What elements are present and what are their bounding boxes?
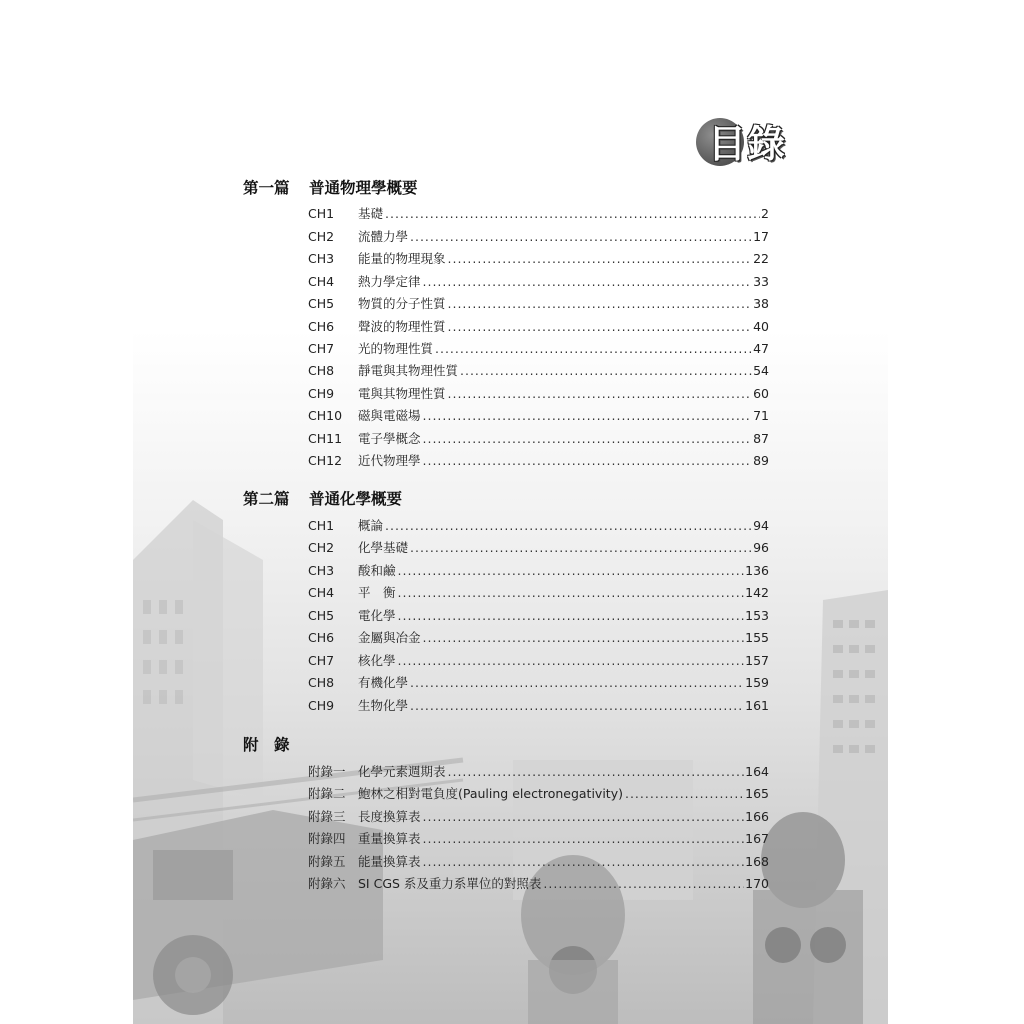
- appendix-number: 附錄五: [308, 854, 346, 869]
- chapter-title: 平 衡: [358, 585, 396, 600]
- page-number: 40: [753, 319, 769, 334]
- page-number: 2: [761, 206, 769, 221]
- chapter-title: 電化學: [358, 608, 396, 623]
- page-number: 170: [745, 876, 769, 891]
- chapter-number: CH3: [308, 251, 335, 266]
- page-number: 54: [753, 363, 769, 378]
- chapter-title: 概論: [358, 518, 384, 533]
- section-heading: [243, 487, 402, 509]
- page-number: 168: [745, 854, 769, 869]
- dot-leader: [423, 275, 753, 289]
- chapter-number: CH3: [308, 563, 335, 578]
- toc-entry[interactable]: [308, 204, 769, 224]
- toc-entry[interactable]: [308, 272, 769, 292]
- dot-leader: [460, 364, 752, 378]
- dot-leader: [398, 609, 745, 623]
- toc-entry[interactable]: [308, 829, 769, 849]
- chapter-number: CH11: [308, 431, 343, 446]
- dot-leader: [448, 320, 753, 334]
- chapter-number: CH1: [308, 206, 335, 221]
- chapter-number: CH12: [308, 453, 343, 468]
- section-title: 普通化學概要: [309, 490, 403, 508]
- toc-entry[interactable]: [308, 852, 769, 872]
- dot-leader: [423, 810, 745, 824]
- chapter-number: CH2: [308, 229, 335, 244]
- page-number: 71: [753, 408, 769, 423]
- chapter-number: CH8: [308, 675, 335, 690]
- toc-entry[interactable]: [308, 583, 769, 603]
- dot-leader: [423, 454, 753, 468]
- page-number: 22: [753, 251, 769, 266]
- dot-leader: [410, 230, 752, 244]
- page-number: 136: [745, 563, 769, 578]
- chapter-number: CH7: [308, 653, 335, 668]
- dot-leader: [385, 519, 752, 533]
- section-number: 附 錄: [243, 736, 290, 754]
- chapter-title: 基礎: [358, 206, 384, 221]
- page-number: 33: [753, 274, 769, 289]
- appendix-title: SI CGS 系及重力系單位的對照表: [358, 876, 542, 891]
- dot-leader: [423, 631, 745, 645]
- chapter-title: 化學基礎: [358, 540, 409, 555]
- appendix-number: 附錄二: [308, 786, 346, 801]
- page-number: 167: [745, 831, 769, 846]
- page-number: 60: [753, 386, 769, 401]
- page-number: 17: [753, 229, 769, 244]
- toc-entry[interactable]: [308, 227, 769, 247]
- chapter-number: CH6: [308, 319, 335, 334]
- chapter-title: 近代物理學: [358, 453, 421, 468]
- appendix-number: 附錄一: [308, 764, 346, 779]
- section-heading: [243, 733, 309, 755]
- chapter-number: CH6: [308, 630, 335, 645]
- page-number: 159: [745, 675, 769, 690]
- dot-leader: [385, 207, 760, 221]
- toc-entry[interactable]: [308, 361, 769, 381]
- chapter-title: 電與其物理性質: [358, 386, 446, 401]
- dot-leader: [423, 432, 753, 446]
- chapter-number: CH4: [308, 585, 335, 600]
- toc-entry[interactable]: [308, 874, 769, 894]
- chapter-number: CH8: [308, 363, 335, 378]
- appendix-title: 能量換算表: [358, 854, 421, 869]
- chapter-title: 有機化學: [358, 675, 409, 690]
- chapter-number: CH10: [308, 408, 343, 423]
- appendix-number: 附錄三: [308, 809, 346, 824]
- chapter-number: CH9: [308, 698, 335, 713]
- dot-leader: [410, 676, 744, 690]
- appendix-number: 附錄四: [308, 831, 346, 846]
- chapter-title: 生物化學: [358, 698, 409, 713]
- dot-leader: [423, 832, 745, 846]
- toc-entry[interactable]: [308, 606, 769, 626]
- dot-leader: [435, 342, 752, 356]
- toc-entry[interactable]: [308, 317, 769, 337]
- chapter-title: 流體力學: [358, 229, 409, 244]
- toc-entry[interactable]: [308, 784, 769, 804]
- chapter-title: 能量的物理現象: [358, 251, 446, 266]
- page-number: 157: [745, 653, 769, 668]
- appendix-title: 化學元素週期表: [358, 764, 446, 779]
- chapter-title: 磁與電磁場: [358, 408, 421, 423]
- dot-leader: [398, 564, 745, 578]
- toc-entry[interactable]: [308, 696, 769, 716]
- page-number: 161: [745, 698, 769, 713]
- section-title: 普通物理學概要: [309, 179, 418, 197]
- chapter-title: 光的物理性質: [358, 341, 434, 356]
- page-number: 166: [745, 809, 769, 824]
- toc-entry[interactable]: [308, 561, 769, 581]
- appendix-title: 長度換算表: [358, 809, 421, 824]
- chapter-number: CH9: [308, 386, 335, 401]
- toc-entry[interactable]: [308, 294, 769, 314]
- page-number: 142: [745, 585, 769, 600]
- toc-entry[interactable]: [308, 249, 769, 269]
- toc-entry[interactable]: [308, 339, 769, 359]
- dot-leader: [398, 654, 745, 668]
- chapter-title: 聲波的物理性質: [358, 319, 446, 334]
- section-number: 第一篇: [243, 179, 290, 197]
- chapter-title: 物質的分子性質: [358, 296, 446, 311]
- page-number: 38: [753, 296, 769, 311]
- chapter-title: 金屬與冶金: [358, 630, 421, 645]
- dot-leader: [448, 765, 745, 779]
- dot-leader: [410, 699, 744, 713]
- toc-entry[interactable]: [308, 673, 769, 693]
- appendix-title: 鮑林之相對電負度(Pauling electronegativity): [358, 786, 623, 801]
- chapter-title: 酸和鹼: [358, 563, 396, 578]
- toc-entry[interactable]: [308, 429, 769, 449]
- dot-leader: [543, 877, 744, 891]
- toc-entry[interactable]: [308, 762, 769, 782]
- dot-leader: [423, 409, 753, 423]
- dot-leader: [448, 297, 753, 311]
- page-number: 89: [753, 453, 769, 468]
- dot-leader: [410, 541, 752, 555]
- page-number: 153: [745, 608, 769, 623]
- toc-entry[interactable]: [308, 651, 769, 671]
- toc-entry[interactable]: [308, 406, 769, 426]
- toc-entry[interactable]: [308, 628, 769, 648]
- appendix-number: 附錄六: [308, 876, 346, 891]
- chapter-number: CH5: [308, 296, 335, 311]
- chapter-title: 熱力學定律: [358, 274, 421, 289]
- dot-leader: [625, 787, 744, 801]
- section-number: 第二篇: [243, 490, 290, 508]
- chapter-number: CH1: [308, 518, 335, 533]
- page-number: 87: [753, 431, 769, 446]
- toc-title: 目錄: [708, 122, 787, 166]
- page-number: 94: [753, 518, 769, 533]
- section-heading: [243, 176, 418, 198]
- toc-entry[interactable]: [308, 451, 769, 471]
- page-number: 47: [753, 341, 769, 356]
- toc-entry[interactable]: [308, 538, 769, 558]
- chapter-title: 電子學概念: [358, 431, 421, 446]
- chapter-title: 核化學: [358, 653, 396, 668]
- appendix-title: 重量換算表: [358, 831, 421, 846]
- page-number: 165: [745, 786, 769, 801]
- dot-leader: [398, 586, 745, 600]
- page-number: 96: [753, 540, 769, 555]
- chapter-number: CH7: [308, 341, 335, 356]
- dot-leader: [423, 855, 745, 869]
- page-number: 164: [745, 764, 769, 779]
- toc-entry[interactable]: [308, 807, 769, 827]
- dot-leader: [448, 387, 753, 401]
- toc-entry[interactable]: [308, 516, 769, 536]
- chapter-number: CH2: [308, 540, 335, 555]
- chapter-title: 靜電與其物理性質: [358, 363, 459, 378]
- chapter-number: CH5: [308, 608, 335, 623]
- chapter-number: CH4: [308, 274, 335, 289]
- page-number: 155: [745, 630, 769, 645]
- toc-entry[interactable]: [308, 384, 769, 404]
- dot-leader: [448, 252, 753, 266]
